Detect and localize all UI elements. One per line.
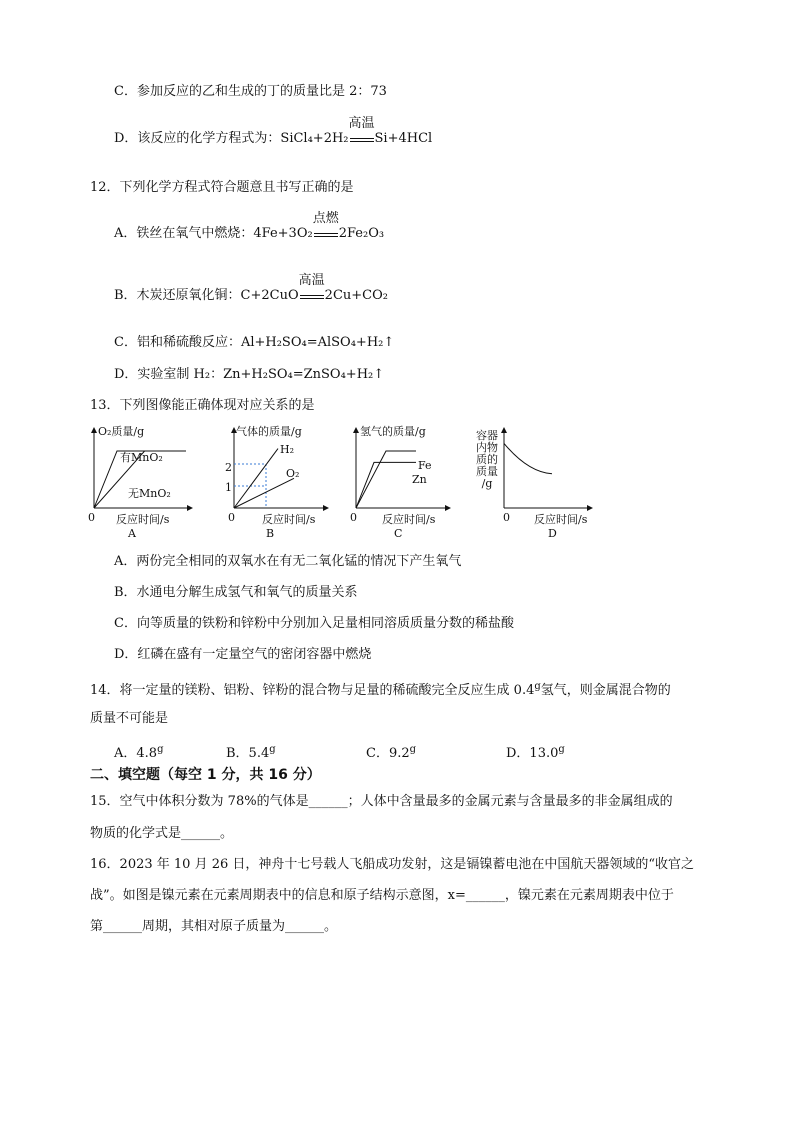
y-axis-label-line: 质量 [476,465,498,478]
q16-line-1: 16．2023 年 10 月 26 日，神舟十七号载人飞船成功发射，这是镉镍蓄电池在中国航天器领域的“收官之 [90,857,695,872]
series-line-fe [356,451,416,508]
unit-g: g [409,744,417,755]
y-axis-label: O₂质量/g [98,425,145,438]
series-label: 无MnO₂ [128,487,171,500]
q14-option-b [226,742,276,762]
q16-line-2: 战”。如图是镍元素在元素周期表中的信息和原子结构示意图，x=______，镍元素在元素周期表中位于 [90,888,674,903]
reaction-condition: 高温 [348,116,375,131]
q11-option-c: C．参加反应的乙和生成的丁的质量比是 2：73 [114,84,387,99]
q13-stem: 13．下列图像能正确体现对应关系的是 [90,398,315,413]
equation-right: Si+4HCl [374,131,433,146]
series-label: H₂ [280,443,295,456]
equation-left: A．铁丝在氧气中燃烧：4Fe+3O₂ [114,226,313,241]
graph-a-plot [86,424,196,524]
q12-option-d: D．实验室制 H₂：Zn+H₂SO₄=ZnSO₄+H₂↑ [114,367,385,382]
option-text: B．5.4 [226,746,270,761]
graph-letter: B [266,527,275,540]
series-curve [504,443,552,473]
option-text: D．13.0 [506,746,559,761]
y-axis-label-line: /g [481,477,493,490]
q12-option-b [114,273,388,304]
series-line-o2 [234,478,294,508]
q14-stem-line-2: 质量不可能是 [90,711,169,726]
unit-g: g [534,681,541,692]
equation-right: 2Cu+CO₂ [324,288,388,303]
y-axis-label [474,430,500,490]
series-label: O₂ [286,467,300,480]
y-axis-label: 氢气的质量/g [360,425,426,438]
y-tick-label: 2 [225,461,232,474]
series-line-zn [356,462,416,508]
q13-option-b: B．水通电分解生成氢气和氧气的质量关系 [114,585,358,600]
q12-stem: 12．下列化学方程式符合题意且书写正确的是 [90,180,354,195]
graph-letter: C [394,527,403,540]
x-axis-label: 反应时间/s [382,513,436,526]
graph-b [222,424,332,544]
series-label: Zn [412,473,427,486]
y-axis-label-line: 容器 [476,429,498,442]
x-axis-label: 反应时间/s [262,513,316,526]
y-axis-label: 气体的质量/g [236,425,302,438]
q15-line-2: 物质的化学式是______。 [90,826,234,841]
origin-label: 0 [350,511,357,524]
reaction-arrow [348,116,375,147]
q13-option-c: C．向等质量的铁粉和锌粉中分别加入足量相同溶质质量分数的稀盐酸 [114,616,514,631]
q14-stem-text: 氢气，则金属混合物的 [540,683,671,698]
reaction-condition: 高温 [298,273,325,288]
graph-d [474,424,594,544]
q16-line-3: 第______周期，其相对原子质量为______。 [90,919,338,934]
x-axis-label: 反应时间/s [116,513,170,526]
q12-option-a [114,211,385,242]
q14-option-a [114,742,163,762]
graph-c-plot [348,424,458,524]
origin-label: 0 [503,511,510,524]
series-label: Fe [418,459,432,472]
q13-option-a: A．两份完全相同的双氧水在有无二氧化锰的情况下产生氧气 [114,554,462,569]
unit-g: g [157,744,164,755]
equation-left: D．该反应的化学方程式为：SiCl₄+2H₂ [114,131,349,146]
option-text: A．4.8 [114,746,158,761]
graph-c [348,424,458,544]
q14-option-c [366,742,416,762]
section-title: 二、填空题（每空 1 分，共 16 分） [90,767,321,783]
q14-stem-line-1 [90,679,671,699]
y-axis-label-line: 内物 [476,441,498,454]
q12-option-c: C．铝和稀硫酸反应：Al+H₂SO₄=AlSO₄+H₂↑ [114,335,395,350]
q15-line-1: 15．空气中体积分数为 78%的气体是______；人体中含量最多的金属元素与含量最多的非金属组成的 [90,794,673,809]
graph-letter: A [128,527,136,540]
origin-label: 0 [228,511,235,524]
y-axis-label-line: 质的 [476,453,498,466]
series-label: 有MnO₂ [120,451,163,464]
equation-right: 2Fe₂O₃ [338,226,385,241]
origin-label: 0 [88,511,95,524]
reaction-arrow [298,273,325,304]
q11-option-d [114,116,433,147]
reaction-condition: 点燃 [312,211,339,226]
y-tick-label: 1 [225,481,232,494]
q14-option-d [506,742,565,762]
graph-a [86,424,196,544]
graph-letter: D [548,527,557,540]
reaction-arrow [312,211,339,242]
graph-b-plot [222,424,332,524]
equation-left: B．木炭还原氧化铜：C+2CuO [114,288,299,303]
series-line-h2 [234,449,278,508]
unit-g: g [558,744,565,755]
unit-g: g [269,744,276,755]
q13-option-d: D．红磷在盛有一定量空气的密闭容器中燃烧 [114,647,372,662]
option-text: C．9.2 [366,746,410,761]
q14-stem-text: 14．将一定量的镁粉、铝粉、锌粉的混合物与足量的稀硫酸完全反应生成 0.4 [90,683,535,698]
x-axis-label: 反应时间/s [534,513,588,526]
